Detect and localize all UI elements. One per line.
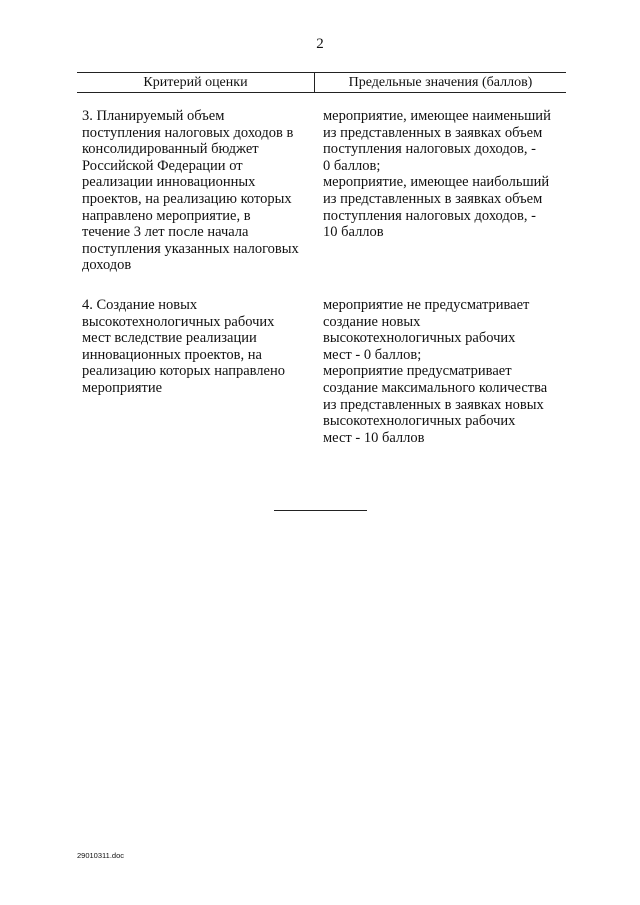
table-header — [77, 72, 566, 93]
page-number: 2 — [316, 36, 324, 52]
criterion-cell: 3. Планируемый объем поступления налоговых доходов в консолидированный бюджет Российской Федерации от реализации инновационных проектов, на реализацию которых направлено мероприятие, в течение 3 лет после начала поступления указанных налоговых доходов — [82, 108, 299, 274]
values-cell: мероприятие не предусматривает создание новых высокотехнологичных рабочих мест - 0 баллов; мероприятие предусматривает создание максимального количества из представленных в заявках новых высокотехнологичных рабочих мест - 10 баллов — [323, 297, 548, 446]
header-limit-values: Предельные значения (баллов) — [348, 75, 533, 90]
values-cell: мероприятие, имеющее наименьший из представленных в заявках объем поступления налоговых доходов, - 0 баллов; мероприятие, имеющее наибольший из представленных в заявках объем поступления налоговых доходов, - 10 баллов — [323, 108, 551, 241]
document-filename: 29010311.doc — [77, 851, 124, 860]
end-of-document-rule — [274, 510, 367, 511]
header-criterion: Критерий оценки — [77, 73, 315, 92]
criterion-cell: 4. Создание новых высокотехнологичных рабочих мест вследствие реализации инновационных проектов, на реализацию которых направлено мероприятие — [82, 297, 285, 396]
